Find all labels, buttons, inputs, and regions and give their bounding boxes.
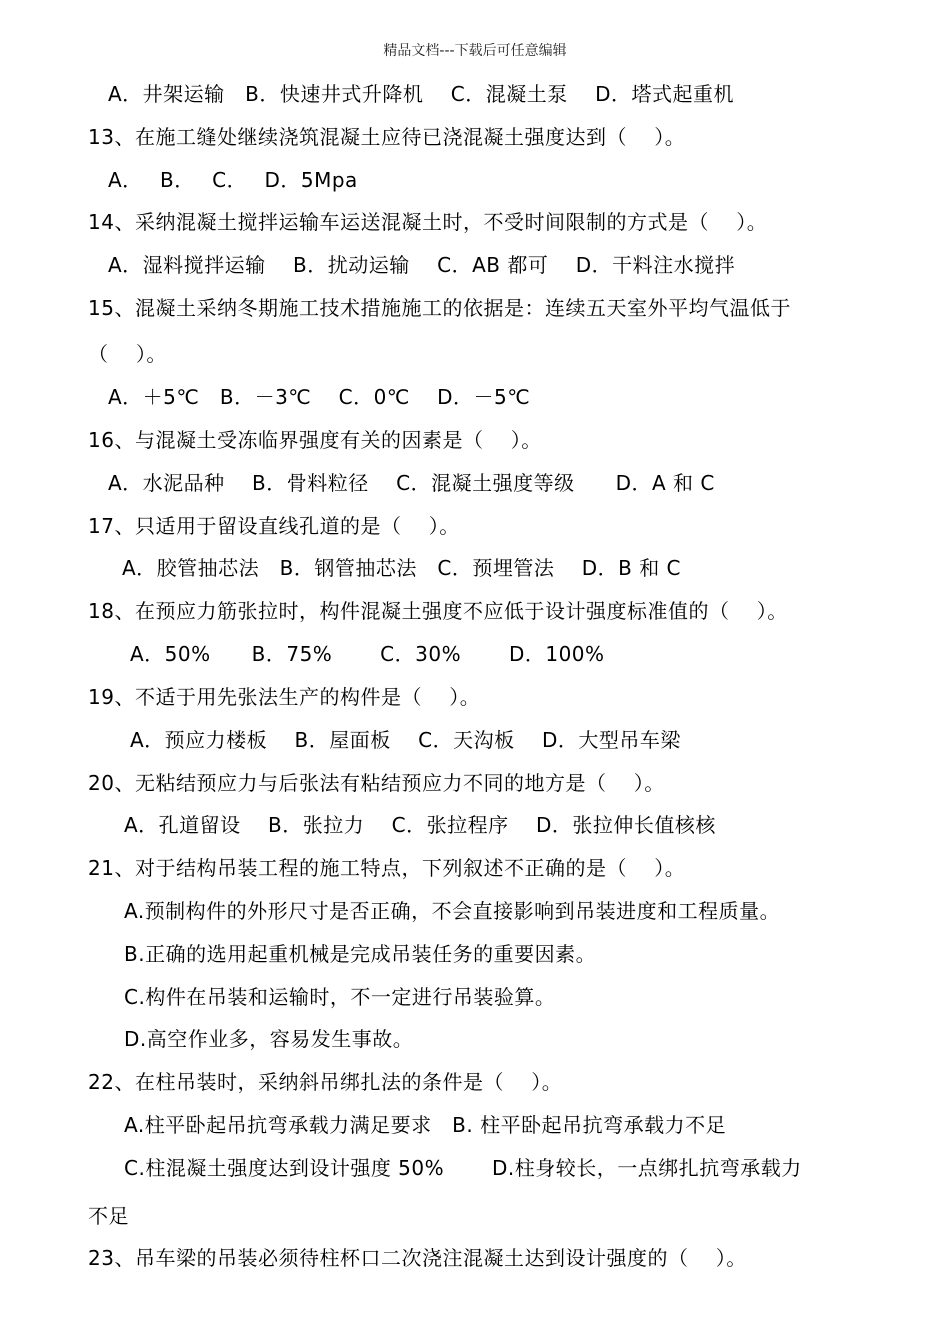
q13-text: 13、在施工缝处继续浇筑混凝土应待已浇混凝土强度达到（ ）。 [88,125,686,149]
q14-text: 14、采纳混凝土搅拌运输车运送混凝土时，不受时间限制的方式是（ ）。 [88,210,768,234]
q17-options: A．胶管抽芯法 B．钢管抽芯法 C．预埋管法 D．B 和 C [122,556,682,580]
q13-options: A． B． C． D．5Mpa [108,168,358,192]
q20-options: A．孔道留设 B．张拉力 C．张拉程序 D．张拉伸长值核核 [124,813,716,837]
q21-text: 21、对于结构吊装工程的施工特点，下列叙述不正确的是（ ）。 [88,856,686,880]
q22-options-ab: A.柱平卧起吊抗弯承载力满足要求 B. 柱平卧起吊抗弯承载力不足 [124,1113,727,1137]
q17-text: 17、只适用于留设直线孔道的是（ ）。 [88,514,460,538]
q20-text: 20、无粘结预应力与后张法有粘结预应力不同的地方是（ ）。 [88,771,665,795]
q21-option-d: D.高空作业多，容易发生事故。 [124,1027,414,1051]
q12-options: A．井架运输 B．快速井式升降机 C．混凝土泵 D．塔式起重机 [108,82,734,106]
q16-options: A．水泥品种 B．骨料粒径 C．混凝土强度等级 D．A 和 C [108,471,715,495]
q19-text: 19、不适于用先张法生产的构件是（ ）。 [88,685,481,709]
q16-text: 16、与混凝土受冻临界强度有关的因素是（ ）。 [88,428,542,452]
q18-text: 18、在预应力筋张拉时，构件混凝土强度不应低于设计强度标准值的（ ）。 [88,599,788,623]
q15-text: 15、混凝土采纳冬期施工技术措施施工的依据是：连续五天室外平均气温低于 [88,296,791,320]
q15-options: A．＋5℃ B．－3℃ C．0℃ D．－5℃ [108,385,531,409]
q19-options: A．预应力楼板 B．屋面板 C．天沟板 D．大型吊车梁 [130,728,681,752]
q14-options: A．湿料搅拌运输 B．扰动运输 C．AB 都可 D．干料注水搅拌 [108,253,736,277]
q22-options-cd: C.柱混凝土强度达到设计强度 50% D.柱身较长，一点绑扎抗弯承载力 [124,1156,802,1180]
q23-text: 23、吊车梁的吊装必须待柱杯口二次浇注混凝土达到设计强度的（ ）。 [88,1246,747,1270]
q22-text: 22、在柱吊装时，采纳斜吊绑扎法的条件是（ ）。 [88,1070,563,1094]
q22-options-continued: 不足 [88,1204,129,1228]
q18-options: A．50% B．75% C．30% D．100% [130,642,605,666]
page-header: 精品文档---下载后可任意编辑 [383,43,567,59]
q21-option-a: A.预制构件的外形尺寸是否正确，不会直接影响到吊装进度和工程质量。 [124,899,781,923]
q21-option-c: C.构件在吊装和运输时，不一定进行吊装验算。 [124,985,556,1009]
q21-option-b: B.正确的选用起重机械是完成吊装任务的重要因素。 [124,942,597,966]
q15-text-continued: （ ）。 [88,342,167,366]
